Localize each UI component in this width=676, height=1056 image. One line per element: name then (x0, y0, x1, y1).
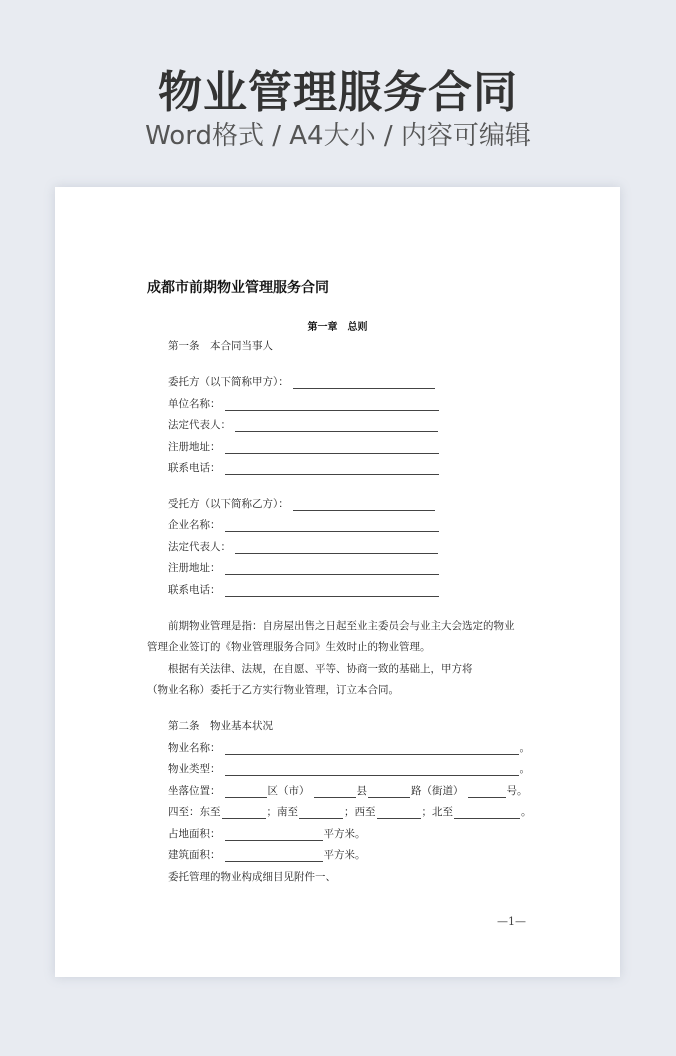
east-blank[interactable] (222, 807, 266, 819)
land-area-blank[interactable] (225, 829, 323, 841)
party-b-field-row (168, 583, 440, 597)
property-type-label: 物业类型： (168, 763, 221, 775)
party-b-header-row (168, 497, 436, 511)
north-label: ；北至 (421, 806, 453, 818)
east-label: 四至：东至 (168, 806, 221, 818)
party-b-field-label: 法定代表人： (168, 541, 231, 553)
property-type-blank[interactable] (225, 764, 519, 776)
paragraph-1-line-1: 前期物业管理是指：自房屋出售之日起至业主委员会与业主大会选定的物业 (168, 620, 515, 632)
party-a-field-label: 注册地址： (168, 441, 221, 453)
party-a-field-row (168, 461, 440, 475)
property-name-label: 物业名称： (168, 742, 221, 754)
party-b-header: 受托方（以下简称乙方）： (168, 498, 289, 510)
north-blank[interactable] (454, 807, 520, 819)
party-b-company-name-blank[interactable] (225, 520, 439, 532)
paragraph-1-line-2: 管理企业签订的《物业管理服务合同》生效时止的物业管理。 (147, 641, 431, 653)
banner-title: 物业管理服务合同 (158, 67, 518, 118)
party-a-header-row (168, 375, 436, 389)
period: 。 (519, 742, 530, 754)
property-name-blank[interactable] (225, 743, 519, 755)
district-blank[interactable] (225, 786, 267, 798)
county-label: 县 (356, 785, 367, 797)
party-a-field-label: 单位名称： (168, 398, 221, 410)
land-area-row (168, 827, 366, 841)
building-area-label: 建筑面积： (168, 849, 221, 861)
document-title: 成都市前期物业管理服务合同 (147, 280, 329, 296)
article-1-heading: 第一条 本合同当事人 (168, 340, 273, 352)
district-label: 区（市） (267, 785, 310, 797)
boundaries-row (168, 805, 532, 819)
document-body (55, 187, 620, 977)
party-b-field-row (168, 518, 440, 532)
party-a-field-row (168, 418, 439, 432)
party-a-field-row (168, 397, 440, 411)
building-area-unit: 平方米。 (323, 849, 366, 861)
party-b-field-row (168, 540, 439, 554)
property-name-row (168, 741, 530, 755)
party-a-field-label: 法定代表人： (168, 419, 231, 431)
road-label: 路（街道） (411, 785, 464, 797)
party-b-rep-blank[interactable] (235, 542, 438, 554)
party-b-field-label: 联系电话： (168, 584, 221, 596)
road-blank[interactable] (368, 786, 410, 798)
party-b-field-label: 企业名称： (168, 519, 221, 531)
south-blank[interactable] (299, 807, 343, 819)
building-area-blank[interactable] (225, 850, 323, 862)
location-label: 坐落位置： (168, 785, 221, 797)
chapter-heading: 第一章 总则 (307, 322, 368, 333)
party-b-phone-blank[interactable] (225, 585, 439, 597)
party-a-unit-name-blank[interactable] (225, 399, 439, 411)
article-2-heading: 第二条 物业基本状况 (168, 720, 273, 732)
party-b-field-label: 注册地址： (168, 562, 221, 574)
party-a-field-row (168, 440, 440, 454)
property-type-row (168, 762, 530, 776)
party-a-rep-blank[interactable] (235, 420, 438, 432)
banner-subtitle: Word格式 / A4大小 / 内容可编辑 (145, 121, 531, 151)
building-area-row (168, 848, 366, 862)
party-b-field-row (168, 561, 440, 575)
county-blank[interactable] (314, 786, 356, 798)
paragraph-2-line-1: 根据有关法律、法规，在自愿、平等、协商一致的基础上，甲方将 (168, 663, 473, 675)
party-b-address-blank[interactable] (225, 563, 439, 575)
land-area-unit: 平方米。 (323, 828, 366, 840)
party-b-blank[interactable] (293, 499, 435, 511)
party-a-field-label: 联系电话： (168, 462, 221, 474)
party-a-address-blank[interactable] (225, 442, 439, 454)
number-label: 号。 (506, 785, 528, 797)
document-page (55, 187, 620, 977)
number-blank[interactable] (468, 786, 506, 798)
land-area-label: 占地面积： (168, 828, 221, 840)
west-blank[interactable] (377, 807, 421, 819)
party-a-blank[interactable] (293, 377, 435, 389)
boundaries-end: 。 (521, 806, 532, 818)
paragraph-2-line-2: （物业名称）委托于乙方实行物业管理，订立本合同。 (147, 684, 399, 696)
south-label: ；南至 (266, 806, 298, 818)
location-row (168, 784, 528, 798)
annex-note: 委托管理的物业构成细目见附件一、 (168, 871, 336, 883)
party-a-header: 委托方（以下简称甲方）： (168, 376, 289, 388)
west-label: ；西至 (344, 806, 376, 818)
period: 。 (519, 763, 530, 775)
page-number: —1— (497, 915, 526, 928)
party-a-phone-blank[interactable] (225, 463, 439, 475)
